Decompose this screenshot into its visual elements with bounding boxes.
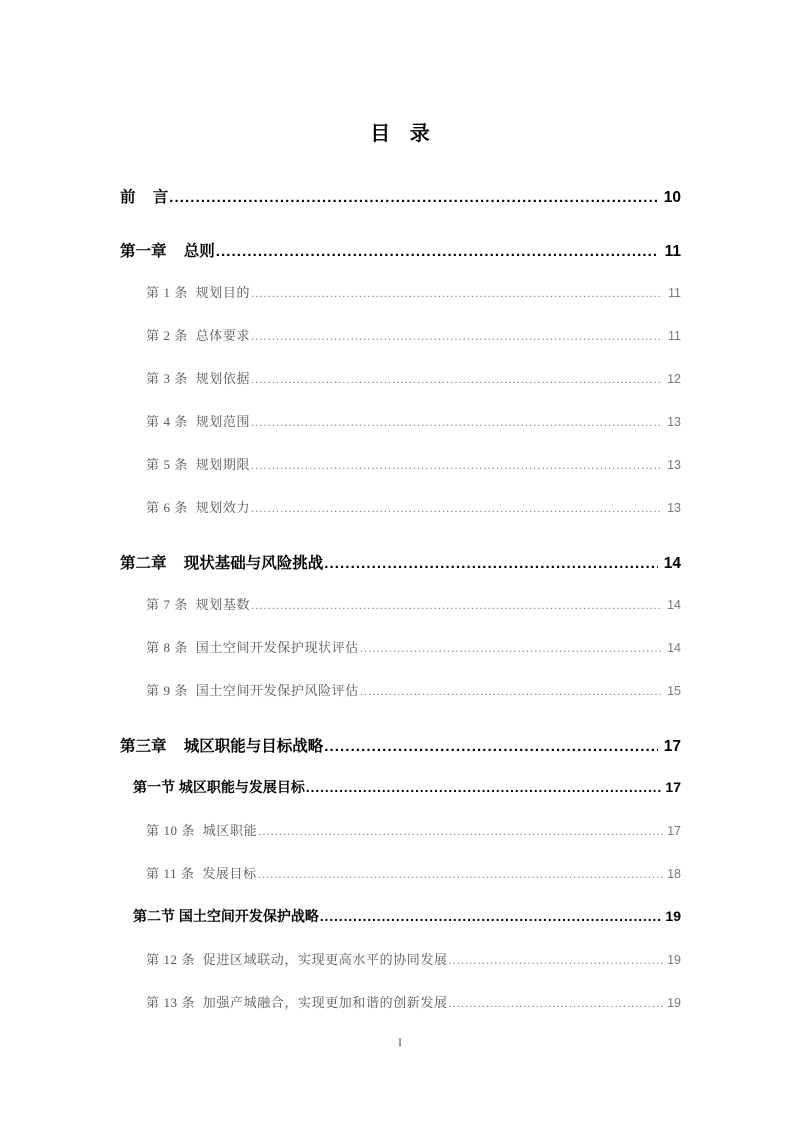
toc-entry[interactable] bbox=[146, 497, 681, 540]
toc-dot-leader bbox=[169, 189, 658, 207]
toc-entry-page-number: 17 bbox=[663, 738, 681, 755]
toc-entry-label: 第一节 城区职能与发展目标 bbox=[133, 779, 305, 795]
toc-entry-label: 第一章 总则 bbox=[120, 243, 215, 260]
toc-entry-label: 第 8 条 国土空间开发保护现状评估 bbox=[146, 640, 359, 655]
toc-dot-leader bbox=[324, 738, 658, 756]
toc-entry[interactable] bbox=[146, 282, 681, 325]
toc-entry[interactable] bbox=[120, 185, 681, 228]
toc-dot-leader bbox=[216, 243, 658, 261]
toc-entry-page-number: 10 bbox=[663, 189, 681, 206]
toc-entry[interactable] bbox=[146, 992, 681, 1035]
toc-dot-leader bbox=[251, 285, 663, 301]
toc-entry-label: 第 3 条 规划依据 bbox=[146, 371, 251, 386]
toc-dot-leader bbox=[251, 328, 663, 344]
toc-dot-leader bbox=[258, 823, 663, 839]
toc-entry-page-number: 11 bbox=[668, 286, 681, 300]
toc-dot-leader bbox=[251, 371, 663, 387]
toc-entry[interactable] bbox=[146, 411, 681, 454]
toc-entry[interactable] bbox=[146, 594, 681, 637]
toc-entry-label: 第二章 现状基础与风险挑战 bbox=[120, 555, 324, 572]
toc-entry[interactable] bbox=[146, 820, 681, 863]
toc-entry-page-number: 13 bbox=[667, 458, 681, 472]
toc-entry[interactable] bbox=[133, 777, 681, 820]
toc-dot-leader bbox=[449, 995, 663, 1011]
toc-entry-label: 第 7 条 规划基数 bbox=[146, 597, 251, 612]
toc-entry-page-number: 14 bbox=[663, 555, 681, 572]
toc-entry-page-number: 15 bbox=[667, 684, 681, 698]
toc-entry[interactable] bbox=[146, 637, 681, 680]
toc-entry-page-number: 19 bbox=[667, 953, 681, 967]
toc-entry[interactable] bbox=[133, 906, 681, 949]
toc-dot-leader bbox=[306, 779, 661, 795]
toc-entry[interactable] bbox=[120, 551, 681, 594]
toc-dot-leader bbox=[251, 597, 663, 613]
toc-entry[interactable] bbox=[120, 239, 681, 282]
toc-entry-label: 第 5 条 规划期限 bbox=[146, 457, 251, 472]
toc-entry-label: 第 13 条 加强产城融合，实现更加和谐的创新发展 bbox=[146, 995, 448, 1010]
toc-entry-label: 第 12 条 促进区域联动，实现更高水平的协同发展 bbox=[146, 952, 448, 967]
table-of-contents bbox=[120, 185, 681, 1035]
toc-dot-leader bbox=[360, 683, 663, 699]
toc-dot-leader bbox=[324, 555, 658, 573]
toc-entry[interactable] bbox=[146, 368, 681, 411]
toc-entry-page-number: 11 bbox=[668, 329, 681, 343]
toc-entry-page-number: 17 bbox=[667, 824, 681, 838]
toc-entry-label: 前 言 bbox=[120, 189, 169, 206]
toc-dot-leader bbox=[251, 457, 663, 473]
toc-entry[interactable] bbox=[146, 454, 681, 497]
toc-entry-label: 第三章 城区职能与目标战略 bbox=[120, 738, 324, 755]
toc-entry[interactable] bbox=[146, 680, 681, 723]
toc-entry-page-number: 12 bbox=[667, 372, 681, 386]
toc-entry-label: 第 10 条 城区职能 bbox=[146, 823, 258, 838]
toc-entry[interactable] bbox=[146, 949, 681, 992]
toc-entry-label: 第 9 条 国土空间开发保护风险评估 bbox=[146, 683, 359, 698]
toc-dot-leader bbox=[449, 952, 663, 968]
toc-entry-page-number: 11 bbox=[664, 243, 681, 260]
toc-entry-page-number: 19 bbox=[665, 908, 681, 924]
toc-entry[interactable] bbox=[120, 734, 681, 777]
toc-entry-label: 第 4 条 规划范围 bbox=[146, 414, 251, 429]
toc-entry-label: 第 11 条 发展目标 bbox=[146, 866, 257, 881]
footer-page-number: I bbox=[398, 1035, 402, 1049]
toc-dot-leader bbox=[251, 414, 663, 430]
toc-dot-leader bbox=[251, 500, 663, 516]
toc-entry-page-number: 14 bbox=[667, 598, 681, 612]
toc-entry-label: 第二节 国土空间开发保护战略 bbox=[133, 908, 319, 924]
toc-entry-page-number: 17 bbox=[665, 779, 681, 795]
toc-entry-page-number: 13 bbox=[667, 415, 681, 429]
toc-dot-leader bbox=[360, 640, 663, 656]
toc-entry-page-number: 14 bbox=[667, 641, 681, 655]
toc-entry-page-number: 19 bbox=[667, 996, 681, 1010]
toc-entry-page-number: 13 bbox=[667, 501, 681, 515]
toc-dot-leader bbox=[320, 908, 661, 924]
toc-entry-label: 第 6 条 规划效力 bbox=[146, 500, 251, 515]
toc-dot-leader bbox=[258, 866, 663, 882]
toc-entry[interactable] bbox=[146, 863, 681, 906]
toc-entry-page-number: 18 bbox=[667, 867, 681, 881]
page-title: 目 录 bbox=[370, 123, 437, 145]
toc-entry-label: 第 1 条 规划目的 bbox=[146, 285, 251, 300]
toc-entry-label: 第 2 条 总体要求 bbox=[146, 328, 251, 343]
toc-entry[interactable] bbox=[146, 325, 681, 368]
